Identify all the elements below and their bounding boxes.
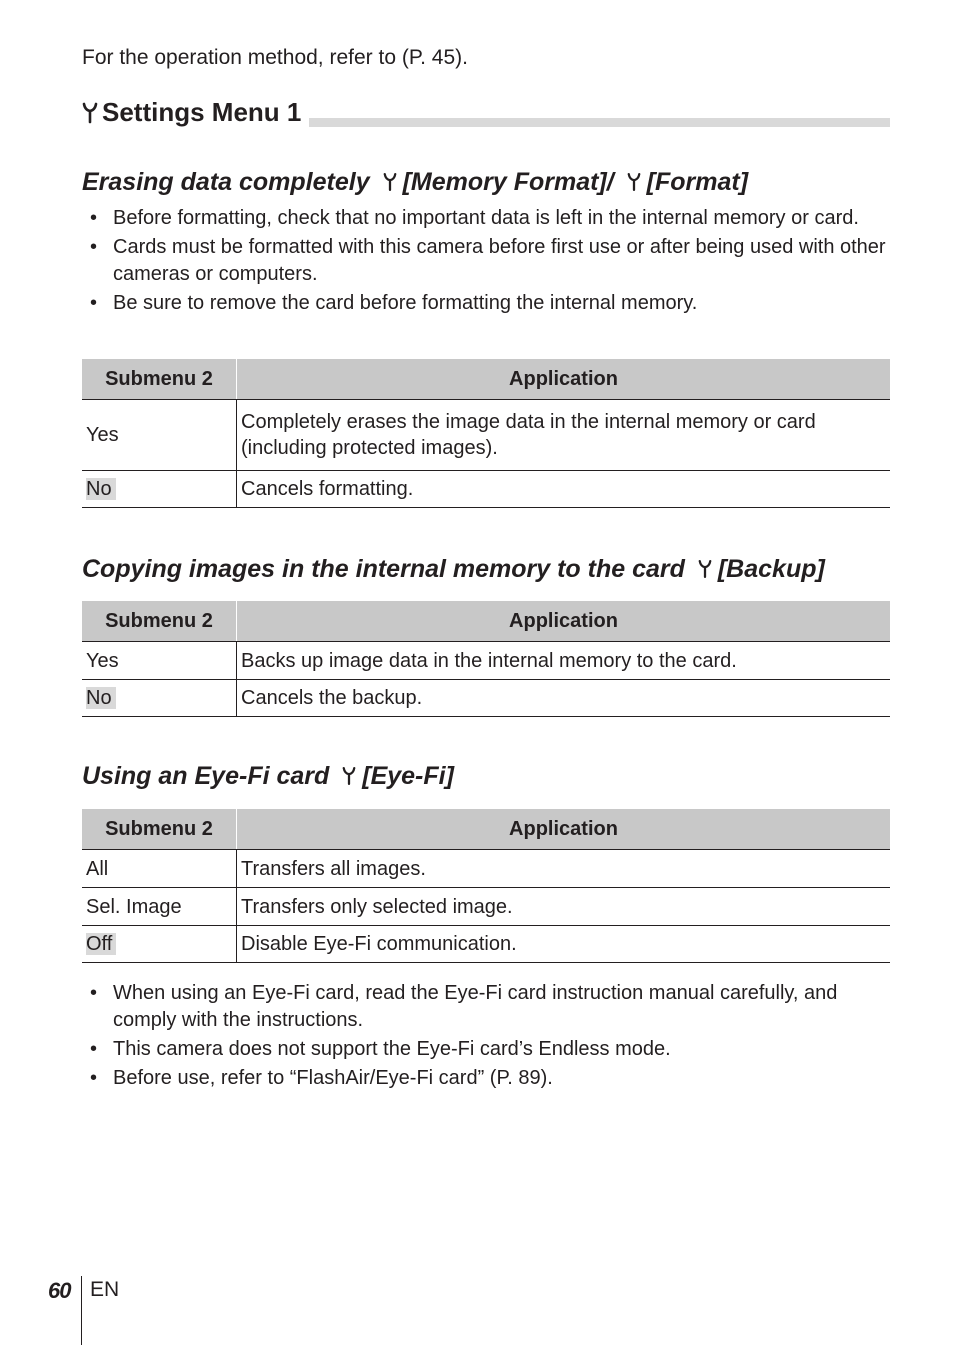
eyefi-label: [Eye-Fi] — [362, 762, 454, 790]
intro-text: For the operation method, refer to (P. 45). — [82, 46, 468, 69]
column-header: Application — [237, 809, 891, 850]
wrench-icon — [698, 559, 712, 579]
language-code: EN — [90, 1278, 120, 1301]
table-header-row — [82, 809, 890, 850]
format-heading-text: Erasing data completely — [82, 168, 370, 196]
bullet-item: • When using an Eye-Fi card, read the Eye-Fi card instruction manual carefully, and comply with the instructions. — [82, 980, 890, 1034]
format-bullets — [82, 205, 890, 319]
column-header: Submenu 2 — [82, 359, 237, 400]
table-row — [82, 642, 890, 680]
table-row — [82, 926, 890, 963]
table-row — [82, 680, 890, 717]
submenu-cell — [82, 400, 237, 471]
table-row — [82, 850, 890, 888]
backup-heading-text: Copying images in the internal memory to the card — [82, 555, 685, 583]
default-value: No — [86, 687, 116, 709]
format-heading — [82, 166, 748, 198]
default-value: No — [86, 478, 116, 500]
column-header: Submenu 2 — [82, 809, 237, 850]
submenu-cell — [82, 926, 237, 963]
application-cell: Backs up image data in the internal memory to the card. — [237, 642, 891, 680]
memory-format-label: [Memory Format]/ — [402, 168, 614, 196]
footer-divider — [81, 1276, 82, 1345]
submenu-cell — [82, 471, 237, 508]
eyefi-bullets — [82, 980, 890, 1094]
section-header — [82, 96, 890, 130]
column-header: Submenu 2 — [82, 601, 237, 642]
application-cell: Cancels formatting. — [237, 471, 891, 508]
application-cell: Transfers all images. — [237, 850, 891, 888]
application-cell: Completely erases the image data in the internal memory or card (including protected images). — [237, 400, 891, 471]
default-value: Off — [86, 933, 116, 955]
bullet-item: • Cards must be formatted with this camera before first use or after being used with other cameras or computers. — [82, 234, 890, 288]
table-header-row — [82, 359, 890, 400]
submenu-cell — [82, 642, 237, 680]
format-table — [82, 359, 890, 508]
eyefi-heading — [82, 760, 454, 792]
submenu-value: All — [86, 857, 109, 880]
backup-heading — [82, 553, 825, 585]
submenu-value: Sel. Image — [86, 895, 182, 918]
eyefi-heading-text: Using an Eye-Fi card — [82, 762, 330, 790]
submenu-cell — [82, 850, 237, 888]
wrench-icon — [383, 172, 397, 192]
table-row — [82, 400, 890, 471]
column-header: Application — [237, 601, 891, 642]
submenu-value: Yes — [86, 649, 119, 672]
bullet-item: • Be sure to remove the card before formatting the internal memory. — [82, 290, 890, 317]
submenu-cell — [82, 680, 237, 717]
backup-label: [Backup] — [717, 555, 825, 583]
wrench-icon — [627, 172, 641, 192]
format-label: [Format] — [646, 168, 749, 196]
bullet-item: • Before formatting, check that no important data is left in the internal memory or card. — [82, 205, 890, 232]
application-cell: Disable Eye-Fi communication. — [237, 926, 891, 963]
application-cell: Transfers only selected image. — [237, 888, 891, 926]
section-title-text: Settings Menu 1 — [102, 97, 302, 127]
column-header: Application — [237, 359, 891, 400]
table-header-row — [82, 601, 890, 642]
table-row — [82, 471, 890, 508]
eyefi-table — [82, 809, 890, 963]
bullet-item: • This camera does not support the Eye-Fi card’s Endless mode. — [82, 1036, 890, 1063]
section-title — [82, 96, 309, 128]
table-row — [82, 888, 890, 926]
application-cell: Cancels the backup. — [237, 680, 891, 717]
submenu-cell — [82, 888, 237, 926]
page-number: 60 — [48, 1278, 71, 1303]
wrench-icon — [342, 766, 356, 786]
submenu-value: Yes — [86, 424, 119, 446]
bullet-item: • Before use, refer to “FlashAir/Eye-Fi card” (P. 89). — [82, 1065, 890, 1092]
backup-table — [82, 601, 890, 717]
wrench-icon — [82, 102, 98, 124]
